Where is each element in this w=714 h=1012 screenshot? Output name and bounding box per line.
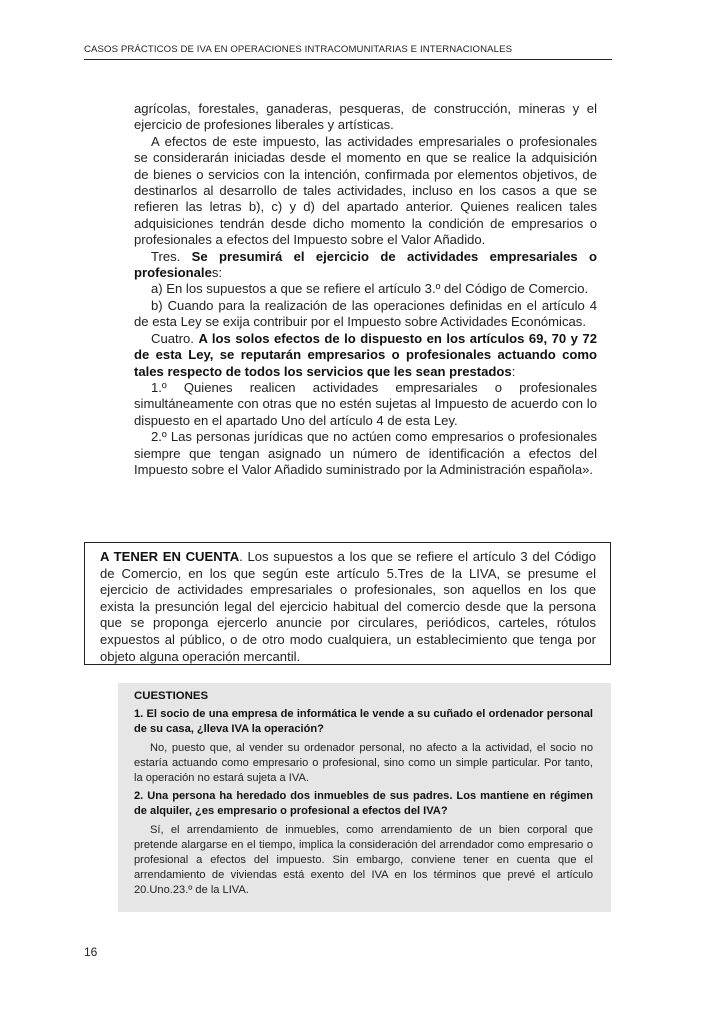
paragraph-cuatro-1: 1.º Quienes realicen actividades empresariales o profesionales simultáneamente con otras que no estén sujetas al Impuesto de acuerdo con lo dispuesto en el apartado Uno del artículo 4 de esta Ley.	[134, 379, 597, 428]
paragraph-start-of-activities: A efectos de este impuesto, las actividades empresariales o profesionales se considerarán iniciadas desde el momento en que se realice la adquisición de bienes o servicios con la intención, confirmada por elementos objetivos, de destinarlos al desarrollo de tales actividades, incluso en los casos a que se refieren las letras b), c) y d) del apartado anterior. Quienes realicen tales adquisiciones tendrán desde dicho momento la condición de empresarios o profesionales a efectos del Impuesto sobre el Valor Añadido.	[134, 133, 597, 248]
answer-2: Sí, el arrendamiento de inmuebles, como arrendamiento de un bien corporal que pretende alargarse en el tiempo, implica la consideración del arrendador como empresario o profesional a efectos del impuesto. Sin embargo, conviene tener en cuenta que el arrendamiento de viviendas está exento del IVA en los términos que prevé el artículo 20.Uno.23.º de la LIVA.	[134, 823, 593, 897]
tres-heading: Se presumirá el ejercicio de actividades empresariales o profesionale	[134, 248, 597, 281]
cuestiones-panel	[118, 683, 611, 912]
note-box-text: . Los supuestos a los que se refiere el artículo 3 del Código de Comercio, en los que según este artículo 5.Tres de la LIVA, se presume el ejercicio de actividades empresariales o profesionales, son aquellos en los que exista la presunción legal del ejercicio habitual del comercio desde que la persona que se proponga ejercerlo anuncie por circulares, periódicos, carteles, rótulos expuestos al público, o de otro modo cualquiera, un establecimiento que tenga por objeto alguna operación mercantil.	[100, 549, 596, 664]
question-1: 1. El socio de una empresa de informática le vende a su cuñado el ordenador personal de su casa, ¿lleva IVA la operación?	[134, 708, 593, 736]
running-header: CASOS PRÁCTICOS DE IVA EN OPERACIONES INTRACOMUNITARIAS E INTERNACIONALES	[84, 44, 612, 60]
note-box-label: A TENER EN CUENTA	[100, 549, 240, 564]
cuatro-heading: A los solos efectos de lo dispuesto en los artículos 69, 70 y 72 de esta Ley, se reputarán empresarios o profesionales actuando como tales respecto de todos los servicios que les sean prestados	[134, 330, 597, 379]
page-number: 16	[84, 945, 98, 959]
tres-tail: s:	[211, 265, 223, 281]
paragraph-tres-a: a) En los supuestos a que se refiere el artículo 3.º del Código de Comercio.	[151, 281, 589, 297]
cuatro-tail: :	[511, 363, 516, 379]
paragraph-tres	[134, 249, 597, 282]
answer-1: No, puesto que, al vender su ordenador personal, no afecto a la actividad, el socio no estaría actuando como empresario o profesional, sino como un simple particular. Por tanto, la operación no estará sujeta a IVA.	[134, 741, 593, 785]
note-box	[84, 542, 611, 665]
cuatro-lead: Cuatro.	[151, 330, 199, 346]
paragraph-activities: agrícolas, forestales, ganaderas, pesqueras, de construcción, mineras y el ejercicio de profesiones liberales y artísticas.	[134, 101, 597, 133]
paragraph-tres-b: b) Cuando para la realización de las operaciones definidas en el artículo 4 de esta Ley se exija contribuir por el Impuesto sobre Actividades Económicas.	[134, 297, 597, 330]
main-text	[134, 101, 597, 478]
paragraph-cuatro	[134, 331, 597, 380]
question-2: 2. Una persona ha heredado dos inmuebles de sus padres. Los mantiene en régimen de alquiler, ¿es empresario o profesional a efectos del IVA?	[134, 790, 593, 818]
tres-lead: Tres.	[151, 248, 192, 264]
cuestiones-title: CUESTIONES	[134, 690, 209, 702]
paragraph-cuatro-2: 2.º Las personas jurídicas que no actúen como empresarios o profesionales siempre que tengan asignado un número de identificación a efectos del Impuesto sobre el Valor Añadido suministrado por la Administración española».	[134, 429, 597, 477]
